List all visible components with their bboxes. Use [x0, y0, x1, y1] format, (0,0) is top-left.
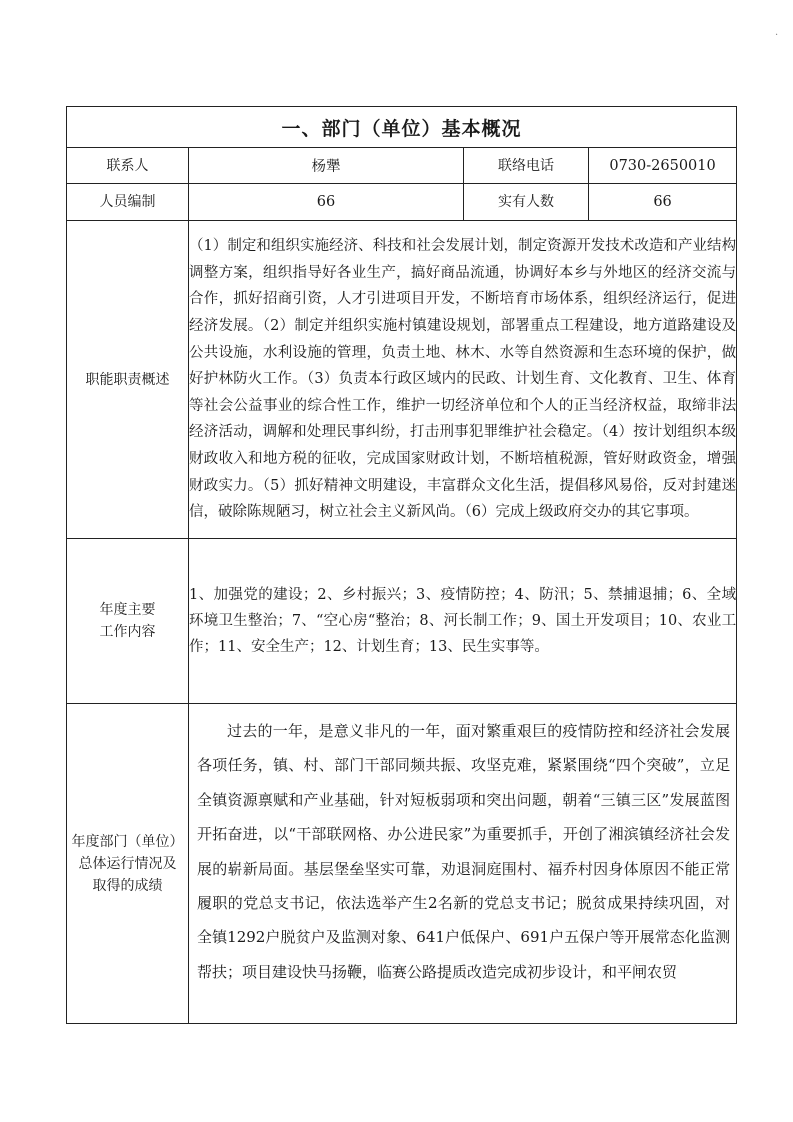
performance-label-line3: 取得的成绩 — [92, 877, 163, 894]
annual-work-label-line1: 年度主要 — [99, 602, 156, 618]
staff-actual-label: 实有人数 — [464, 184, 589, 221]
contact-phone-label: 联络电话 — [464, 148, 589, 184]
contact-person-label: 联系人 — [67, 148, 189, 184]
annual-work-label-line2: 工作内容 — [99, 624, 156, 640]
performance-row — [67, 704, 737, 1024]
contact-person-value: 杨犟 — [189, 148, 464, 184]
performance-cell — [189, 704, 737, 1024]
staff-actual-value: 66 — [589, 184, 737, 221]
annual-work-label — [67, 539, 189, 704]
annual-work-row — [67, 539, 737, 704]
staffing-row — [67, 184, 737, 221]
staff-quota-label: 人员编制 — [67, 184, 189, 221]
duties-label: 职能职责概述 — [67, 221, 189, 539]
duties-row — [67, 221, 737, 539]
duties-text: （1）制定和组织实施经济、科技和社会发展计划，制定资源开发技术改造和产业结构调整方案，组织指导好各业生产，搞好商品流通，协调好本乡与外地区的经济交流与合作，抓好招商引资，人才引进项目开发，不断培育市场体系，组织经济运行，促进经济发展。（2）制定并组织实施村镇建设规划，部署重点工程建设，地方道路建设及公共设施，水利设施的管理，负责土地、林木、水等自然资源和生态环境的保护，做好护林防火工作。（3）负责本行政区域内的民政、计划生育、文化教育、卫生、体育等社会公益事业的综合性工作，维护一切经济单位和个人的正当经济权益，取缔非法经济活动，调解和处理民事纠纷，打击刑事犯罪维护社会稳定。（4）按计划组织本级财政收入和地方税的征收，完成国家财政计划，不断培植税源，管好财政资金，增强财政实力。（5）抓好精神文明建设，丰富群众文化生活，提倡移风易俗，反对封建迷信，破除陈规陋习，树立社会主义新风尚。（6）完成上级政府交办的其它事项。 — [189, 221, 737, 539]
annual-work-text: 1、加强党的建设；2、乡村振兴；3、疫情防控；4、防汛；5、禁捕退捕；6、全域环境卫生整治；7、“空心房“整治；8、河长制工作；9、国土开发项目；10、农业工作；11、安全生产；12、计划生育；13、民生实事等。 — [189, 539, 737, 704]
contact-phone-value: 0730-2650010 — [589, 148, 737, 184]
contact-row — [67, 148, 737, 184]
staff-quota-value: 66 — [189, 184, 464, 221]
performance-label-line1: 年度部门（单位） — [71, 833, 184, 850]
performance-text: 过去的一年，是意义非凡的一年，面对繁重艰巨的疫情防控和经济社会发展各项任务，镇、村、部门干部同频共振、攻坚克难，紧紧围绕“四个突破”，立足全镇资源禀赋和产业基础，针对短板弱项和突出问题，朝着“三镇三区”发展蓝图开拓奋进，以“干部联网格、办公进民家”为重要抓手，开创了湘滨镇经济社会发展的崭新局面。基层堡垒坚实可靠，劝退洞庭围村、福乔村因身体原因不能正常履职的党总支书记，依法选举产生2名新的党总支书记；脱贫成果持续巩固，对全镇1292户脱贫户及监测对象、641户低保户、691户五保户等开展常态化监测帮扶；项目建设快马扬鞭，临赛公路提质改造完成初步设计，和平闸农贸 — [197, 722, 731, 981]
section-title: 一、部门（单位）基本概况 — [67, 107, 737, 148]
page-corner-mark: · — [775, 30, 779, 41]
performance-label-line2: 总体运行情况及 — [78, 855, 177, 872]
title-row — [67, 107, 737, 148]
basic-info-table — [66, 106, 737, 1024]
performance-label — [67, 704, 189, 1024]
